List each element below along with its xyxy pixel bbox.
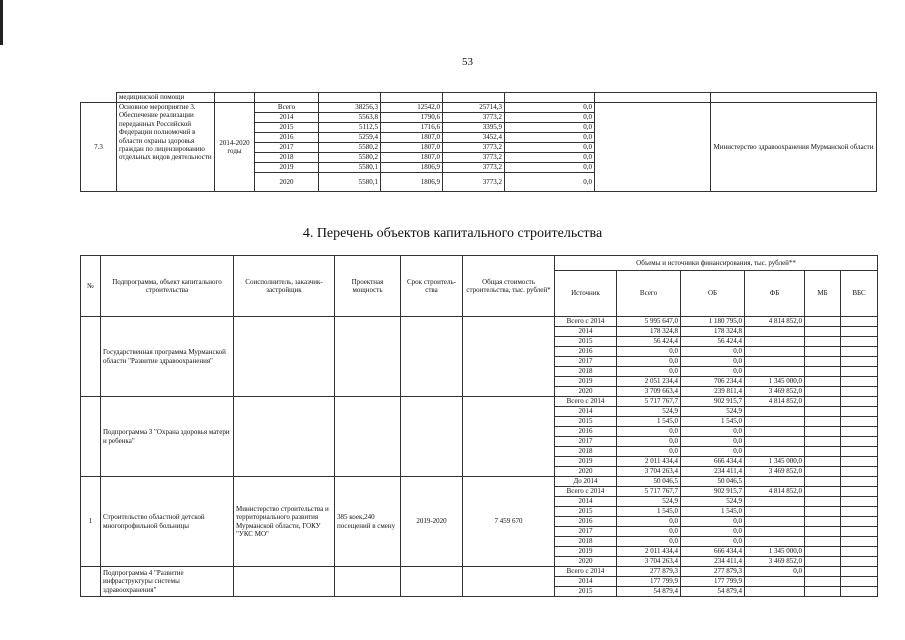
source-cell: 2016 [555, 517, 617, 527]
vbs-cell [841, 547, 878, 557]
total-cell: 2 011 434,4 [617, 547, 681, 557]
page-edge-mark [0, 0, 3, 45]
fb-cell [745, 447, 805, 457]
fb-cell [745, 437, 805, 447]
fb-cell: 4 814 852,0 [745, 487, 805, 497]
source-cell: До 2014 [555, 477, 617, 487]
table-row [81, 477, 878, 487]
vbs-cell [841, 487, 878, 497]
mb-cell [805, 527, 841, 537]
source-cell: 2018 [555, 367, 617, 377]
header-total: Всего [617, 271, 681, 317]
prev-row-text: медицинской помощи [117, 93, 215, 103]
mb-cell [805, 507, 841, 517]
total-cell: 177 799,9 [617, 577, 681, 587]
object-capacity [335, 397, 401, 477]
header-funding: Объемы и источники финансирования, тыс. рублей** [555, 256, 878, 271]
fb-cell [745, 347, 805, 357]
source-cell: 2019 [555, 377, 617, 387]
year-cell: Всего [255, 103, 319, 113]
measure-row [81, 103, 877, 113]
fb-cell [745, 367, 805, 377]
total-cell: 0,0 [617, 347, 681, 357]
fb-cell [745, 497, 805, 507]
ob-cell: 54 879,4 [681, 587, 745, 597]
object-customer [234, 567, 335, 597]
total-cell: 0,0 [617, 517, 681, 527]
fb-cell: 3773,2 [443, 173, 505, 192]
ob-cell: 239 811,4 [681, 387, 745, 397]
header-term: Срок строитель-ства [401, 256, 463, 317]
total-cell: 524,9 [617, 497, 681, 507]
total-cell: 1 545,0 [617, 507, 681, 517]
ob-cell: 56 424,4 [681, 337, 745, 347]
vbs-cell [841, 417, 878, 427]
mb-cell [805, 327, 841, 337]
year-cell: 2016 [255, 133, 319, 143]
source-cell: 2017 [555, 527, 617, 537]
total-cell: 5580,1 [319, 163, 381, 173]
year-cell: 2017 [255, 143, 319, 153]
mb-cell [805, 497, 841, 507]
total-cell: 3 704 263,4 [617, 557, 681, 567]
total-cell: 1 545,0 [617, 417, 681, 427]
fb-cell: 4 814 852,0 [745, 397, 805, 407]
vbs-cell [841, 517, 878, 527]
fb-cell [745, 587, 805, 597]
mb-cell [805, 407, 841, 417]
source-cell: 2016 [555, 347, 617, 357]
ob-cell: 0,0 [681, 517, 745, 527]
vbs-cell [841, 437, 878, 447]
object-name: Подпрограмма 3 "Охрана здоровья матери и ребенка" [101, 397, 234, 477]
source-cell: 2014 [555, 577, 617, 587]
vbs-cell [841, 427, 878, 437]
vbs-cell [841, 557, 878, 567]
object-customer [234, 317, 335, 397]
ob-cell: 1807,0 [381, 143, 443, 153]
object-customer: Министерство строительства и территориального развития Мурманской области, ГОКУ "УКС МО" [234, 477, 335, 567]
total-cell: 3 709 663,4 [617, 387, 681, 397]
total-cell: 0,0 [617, 447, 681, 457]
ob-cell: 178 324,8 [681, 327, 745, 337]
fb-cell [745, 407, 805, 417]
ob-cell: 666 434,4 [681, 547, 745, 557]
total-cell: 5580,2 [319, 143, 381, 153]
ob-cell: 902 915,7 [681, 397, 745, 407]
mb-cell [805, 567, 841, 577]
total-cell: 524,9 [617, 407, 681, 417]
object-number [81, 397, 101, 477]
fb-cell [745, 477, 805, 487]
vbs-cell [841, 457, 878, 467]
vbs-cell [841, 447, 878, 457]
total-cell: 0,0 [617, 437, 681, 447]
object-capacity [335, 567, 401, 597]
mb-cell [805, 347, 841, 357]
mb-cell [805, 547, 841, 557]
fb-cell: 3773,2 [443, 153, 505, 163]
fb-cell: 0,0 [745, 567, 805, 577]
fb-cell: 3 469 852,0 [745, 467, 805, 477]
total-cell: 5259,4 [319, 133, 381, 143]
ob-cell: 1 180 795,0 [681, 317, 745, 327]
vbs-cell [841, 537, 878, 547]
total-cell: 0,0 [617, 367, 681, 377]
fb-cell: 3 469 852,0 [745, 387, 805, 397]
ob-cell: 1806,9 [381, 163, 443, 173]
table-row [81, 397, 878, 407]
total-cell: 178 324,8 [617, 327, 681, 337]
header-no: № [81, 256, 101, 317]
source-cell: 2015 [555, 337, 617, 347]
source-cell: 2017 [555, 437, 617, 447]
total-cell: 2 011 434,4 [617, 457, 681, 467]
ob-cell: 902 915,7 [681, 487, 745, 497]
total-cell: 5580,1 [319, 173, 381, 192]
fb-cell [745, 427, 805, 437]
object-term [401, 397, 463, 477]
ob-cell: 0,0 [681, 427, 745, 437]
fb-cell [745, 517, 805, 527]
mb-cell [805, 437, 841, 447]
fb-cell: 1 345 000,0 [745, 547, 805, 557]
ob-cell: 1 545,0 [681, 507, 745, 517]
mb-cell [805, 377, 841, 387]
total-cell: 56 424,4 [617, 337, 681, 347]
fb-cell [745, 357, 805, 367]
measure-period: 2014-2020 годы [215, 103, 255, 192]
vbs-cell [841, 477, 878, 487]
year-cell: 2014 [255, 113, 319, 123]
object-number: 1 [81, 477, 101, 567]
source-cell: 2019 [555, 457, 617, 467]
vbs-cell [841, 567, 878, 577]
ob-cell: 0,0 [681, 357, 745, 367]
mb-cell: 0,0 [505, 173, 595, 192]
source-cell: 2014 [555, 497, 617, 507]
vbs-cell [841, 377, 878, 387]
vbs-cell [841, 587, 878, 597]
vbs-cell [841, 507, 878, 517]
fb-cell: 3773,2 [443, 113, 505, 123]
year-cell: 2019 [255, 163, 319, 173]
total-cell: 5580,2 [319, 153, 381, 163]
total-cell: 2 051 234,4 [617, 377, 681, 387]
vbs-cell [841, 577, 878, 587]
object-cost [463, 567, 555, 597]
source-cell: 2016 [555, 427, 617, 437]
vbs-cell [841, 357, 878, 367]
section-title: 4. Перечень объектов капитального строительства [302, 226, 603, 241]
object-customer [234, 397, 335, 477]
header-fb: ФБ [745, 271, 805, 317]
source-cell: 2014 [555, 327, 617, 337]
ob-cell: 50 046,5 [681, 477, 745, 487]
mb-cell [805, 447, 841, 457]
mb-cell [805, 387, 841, 397]
fb-cell: 1 345 000,0 [745, 377, 805, 387]
vbs-cell [841, 367, 878, 377]
fb-cell [745, 537, 805, 547]
fb-cell: 3452,4 [443, 133, 505, 143]
fb-cell: 4 814 852,0 [745, 317, 805, 327]
fb-cell: 25714,3 [443, 103, 505, 113]
mb-cell [805, 557, 841, 567]
source-cell: Всего с 2014 [555, 487, 617, 497]
vbs-cell [841, 497, 878, 507]
mb-cell: 0,0 [505, 153, 595, 163]
vbs-cell [841, 467, 878, 477]
mb-cell [805, 577, 841, 587]
object-capacity [335, 317, 401, 397]
mb-cell: 0,0 [505, 113, 595, 123]
mb-cell: 0,0 [505, 133, 595, 143]
mb-cell [805, 397, 841, 407]
source-cell: Всего с 2014 [555, 317, 617, 327]
mb-cell [805, 457, 841, 467]
mb-cell: 0,0 [505, 103, 595, 113]
object-name: Государственная программа Мурманской области "Развитие здравоохранения" [101, 317, 234, 397]
mb-cell [805, 537, 841, 547]
ob-cell: 1807,0 [381, 133, 443, 143]
vbs-cell [841, 337, 878, 347]
year-cell: 2015 [255, 123, 319, 133]
ob-cell: 0,0 [681, 367, 745, 377]
ob-cell: 0,0 [681, 437, 745, 447]
vbs-cell [841, 407, 878, 417]
object-name: Строительство областной детской многопрофильной больницы [101, 477, 234, 567]
header-mb: МБ [805, 271, 841, 317]
ob-cell: 234 411,4 [681, 467, 745, 477]
measure-name: Основное мероприятие 3. Обеспечение реализации переданных Российской Федерации полномочий в области охраны здоровья граждан по лицензированию отдельных видов деятельности [117, 103, 215, 192]
table-row [81, 317, 878, 327]
fb-cell: 3 469 852,0 [745, 557, 805, 567]
mb-cell [805, 427, 841, 437]
ob-cell: 1806,9 [381, 173, 443, 192]
prev-row [81, 93, 877, 103]
program-measures-table [80, 92, 877, 192]
total-cell: 5112,5 [319, 123, 381, 133]
mb-cell [805, 477, 841, 487]
source-cell: 2014 [555, 407, 617, 417]
table-row [81, 567, 878, 577]
ob-cell: 666 434,4 [681, 457, 745, 467]
vbs-cell [841, 387, 878, 397]
mb-cell [805, 367, 841, 377]
fb-cell [745, 337, 805, 347]
ob-cell: 12542,0 [381, 103, 443, 113]
fb-cell: 3773,2 [443, 163, 505, 173]
mb-cell [805, 587, 841, 597]
measure-executor: Министерство здравоохранения Мурманской области [711, 103, 877, 192]
mb-cell: 0,0 [505, 123, 595, 133]
object-name: Подпрограмма 4 "Развитие инфраструктуры системы здравоохранения" [101, 567, 234, 597]
ob-cell: 1 545,0 [681, 417, 745, 427]
object-cost [463, 317, 555, 397]
year-cell: 2020 [255, 173, 319, 192]
total-cell: 5 717 767,7 [617, 397, 681, 407]
source-cell: 2019 [555, 547, 617, 557]
object-capacity: 385 коек,240 посещений в смену [335, 477, 401, 567]
object-number [81, 567, 101, 597]
vbs-cell [841, 397, 878, 407]
total-cell: 277 879,3 [617, 567, 681, 577]
vbs-cell [841, 327, 878, 337]
ob-cell: 524,9 [681, 407, 745, 417]
ob-cell: 0,0 [681, 347, 745, 357]
header-capacity: Проектная мощность [335, 256, 401, 317]
mb-cell [805, 517, 841, 527]
ob-cell: 0,0 [681, 447, 745, 457]
fb-cell [745, 327, 805, 337]
total-cell: 5 995 647,0 [617, 317, 681, 327]
total-cell: 54 879,4 [617, 587, 681, 597]
ob-cell: 234 411,4 [681, 557, 745, 567]
capital-construction-table [80, 255, 878, 597]
ob-cell: 0,0 [681, 527, 745, 537]
total-cell: 5 717 767,7 [617, 487, 681, 497]
vbs-cell [841, 347, 878, 357]
mb-cell [805, 317, 841, 327]
mb-cell [805, 357, 841, 367]
mb-cell [805, 487, 841, 497]
object-number [81, 317, 101, 397]
fb-cell: 3395,9 [443, 123, 505, 133]
empty-cell [595, 103, 711, 192]
ob-cell: 1790,6 [381, 113, 443, 123]
fb-cell: 1 345 000,0 [745, 457, 805, 467]
vbs-cell [841, 527, 878, 537]
fb-cell: 3773,2 [443, 143, 505, 153]
total-cell: 3 704 263,4 [617, 467, 681, 477]
fb-cell [745, 507, 805, 517]
fb-cell [745, 417, 805, 427]
source-cell: 2018 [555, 537, 617, 547]
source-cell: Всего с 2014 [555, 397, 617, 407]
fb-cell [745, 577, 805, 587]
year-cell: 2018 [255, 153, 319, 163]
ob-cell: 706 234,4 [681, 377, 745, 387]
ob-cell: 0,0 [681, 537, 745, 547]
mb-cell: 0,0 [505, 143, 595, 153]
ob-cell: 524,9 [681, 497, 745, 507]
ob-cell: 1716,6 [381, 123, 443, 133]
source-cell: 2020 [555, 467, 617, 477]
total-cell: 0,0 [617, 427, 681, 437]
ob-cell: 1807,0 [381, 153, 443, 163]
measure-number: 7.3 [81, 103, 117, 192]
object-term [401, 317, 463, 397]
fb-cell [745, 527, 805, 537]
total-cell: 38256,3 [319, 103, 381, 113]
mb-cell [805, 417, 841, 427]
vbs-cell [841, 317, 878, 327]
source-cell: 2015 [555, 417, 617, 427]
page-number: 53 [462, 56, 473, 68]
mb-cell [805, 467, 841, 477]
header-object: Подпрограмма, объект капитального строительства [101, 256, 234, 317]
source-cell: 2015 [555, 507, 617, 517]
ob-cell: 177 799,9 [681, 577, 745, 587]
source-cell: 2018 [555, 447, 617, 457]
ob-cell: 277 879,3 [681, 567, 745, 577]
mb-cell [805, 337, 841, 347]
header-row-1 [81, 256, 878, 271]
object-cost [463, 397, 555, 477]
source-cell: 2020 [555, 557, 617, 567]
total-cell: 0,0 [617, 527, 681, 537]
source-cell: 2020 [555, 387, 617, 397]
source-cell: Всего с 2014 [555, 567, 617, 577]
mb-cell: 0,0 [505, 163, 595, 173]
header-vbs: ВБС [841, 271, 878, 317]
header-customer: Соисполнитель, заказчик-застройщик [234, 256, 335, 317]
total-cell: 5563,8 [319, 113, 381, 123]
header-source: Источник [555, 271, 617, 317]
source-cell: 2015 [555, 587, 617, 597]
total-cell: 0,0 [617, 537, 681, 547]
header-cost: Общая стоимость строительства, тыс. рублей* [463, 256, 555, 317]
object-cost: 7 459 670 [463, 477, 555, 567]
object-term [401, 567, 463, 597]
source-cell: 2017 [555, 357, 617, 367]
total-cell: 0,0 [617, 357, 681, 367]
object-term: 2019-2020 [401, 477, 463, 567]
header-ob: ОБ [681, 271, 745, 317]
total-cell: 50 046,5 [617, 477, 681, 487]
